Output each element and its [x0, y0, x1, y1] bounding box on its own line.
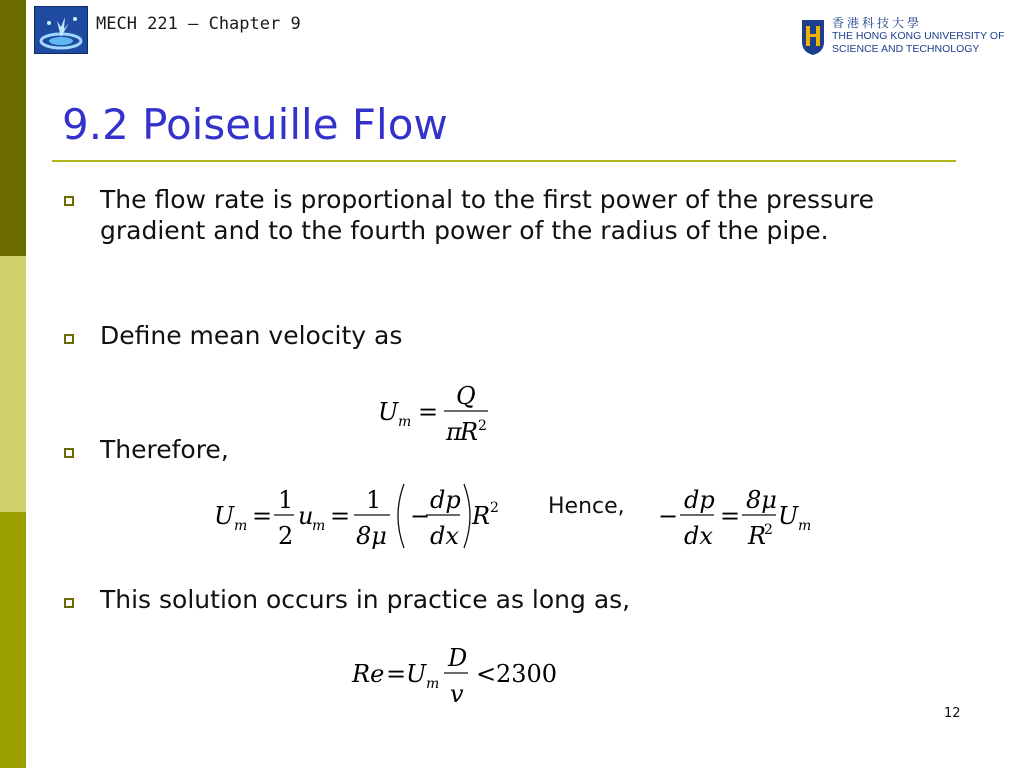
eq3-u: U [778, 502, 799, 530]
university-name-chinese: 香港科技大學 [832, 16, 923, 30]
eq3-minus: − [658, 502, 679, 530]
page-number: 12 [944, 706, 961, 721]
eq2-one-1: 1 [278, 486, 294, 514]
university-name-line1: THE HONG KONG UNIVERSITY OF [832, 30, 1005, 42]
bullet-marker-2 [64, 334, 74, 344]
eq3-sub-m: m [798, 518, 812, 534]
water-splash-icon [34, 6, 88, 54]
eq1-den-pi: π [446, 418, 462, 446]
equation-reynolds [346, 640, 566, 716]
eq3-dp: dp [684, 486, 715, 514]
eq3-exp: 2 [764, 522, 773, 538]
eq1-den-exp: 2 [478, 418, 487, 434]
eq4-re: Re [352, 660, 385, 688]
bullet-text-1: The flow rate is proportional to the first power of the pressure gradient and to the fourth power of the radius of the pipe. [100, 185, 874, 245]
slide-title: 9.2 Poiseuille Flow [62, 100, 448, 149]
eq4-d: D [448, 644, 468, 672]
eq4-less-than: < [476, 660, 497, 688]
hence-label: Hence, [548, 494, 625, 519]
eq2-eight-mu: 8μ [356, 522, 387, 550]
eq1-lhs: U [378, 398, 399, 426]
sidebar-band-top [0, 0, 26, 256]
eq2-one-2: 1 [366, 486, 382, 514]
equation-hence [654, 480, 824, 556]
eq2-u-upper: U [214, 502, 235, 530]
university-name-line2: SCIENCE AND TECHNOLOGY [832, 43, 980, 55]
eq2-equals-2: = [330, 502, 351, 530]
eq1-lhs-sub: m [398, 414, 412, 430]
eq1-equals: = [418, 398, 439, 426]
bullet-text-4: This solution occurs in practice as long as, [100, 585, 631, 614]
eq2-dp: dp [430, 486, 461, 514]
equation-therefore [208, 480, 508, 556]
eq1-numerator: Q [456, 382, 476, 410]
eq4-u: U [406, 660, 427, 688]
eq2-sub-m-2: m [312, 518, 326, 534]
sidebar-band-middle [0, 256, 26, 512]
eq4-sub-m: m [426, 676, 440, 692]
eq4-value: 2300 [496, 660, 558, 688]
hkust-logo [800, 14, 1010, 60]
bullet-marker-4 [64, 598, 74, 608]
eq2-r: R [472, 502, 491, 530]
sidebar-band-bottom [0, 512, 26, 768]
eq4-v: v [450, 680, 464, 708]
eq1-den-r: R [460, 418, 479, 446]
eq2-dx: dx [430, 522, 459, 550]
eq3-dx: dx [684, 522, 713, 550]
hkust-crest-icon [800, 16, 826, 56]
bullet-text-3: Therefore, [100, 435, 229, 464]
sidebar-stripe [0, 0, 26, 768]
bullet-marker-1 [64, 196, 74, 206]
eq2-u-lower: u [298, 502, 314, 530]
bullet-text-2: Define mean velocity as [100, 321, 403, 350]
eq3-eight-mu: 8μ [746, 486, 777, 514]
bullet-marker-3 [64, 448, 74, 458]
eq3-r: R [748, 522, 767, 550]
eq2-exp: 2 [490, 500, 499, 516]
eq2-two: 2 [278, 522, 294, 550]
title-divider [52, 160, 956, 162]
eq3-equals: = [720, 502, 741, 530]
eq2-equals-1: = [252, 502, 273, 530]
eq2-sub-m-1: m [234, 518, 248, 534]
eq4-equals: = [386, 660, 407, 688]
course-label: MECH 221 – Chapter 9 [96, 14, 301, 34]
eq2-minus: − [410, 502, 431, 530]
